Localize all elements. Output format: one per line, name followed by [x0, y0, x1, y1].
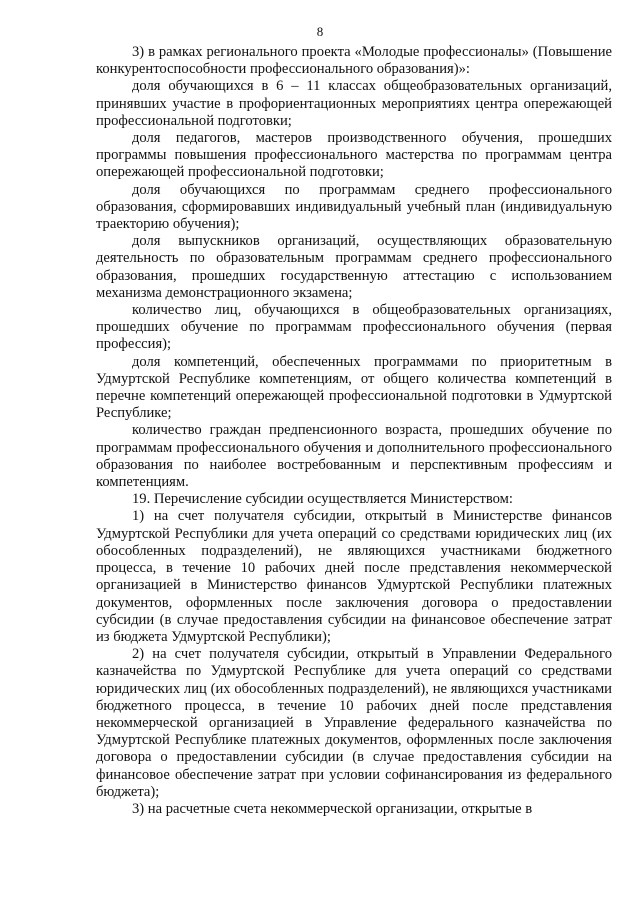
- paragraph: доля педагогов, мастеров производственного обучения, прошедших программы повышения профессионального мастерства по программам центра опережающей профессиональной подготовки;: [96, 130, 612, 181]
- paragraph: доля обучающихся по программам среднего профессионального образования, сформировавших индивидуальный учебный план (индивидуальную траекторию обучения);: [96, 181, 612, 233]
- document-body: [96, 44, 612, 818]
- paragraph: доля обучающихся в 6 – 11 классах общеобразовательных организаций, принявших участие в профориентационных мероприятиях центра опережающей профессиональной подготовки;: [96, 78, 612, 129]
- paragraph: доля выпускников организаций, осуществляющих образовательную деятельность по образовательным программам среднего профессионального образования, прошедших государственную аттестацию с использованием механизма демонстрационного экзамена;: [96, 233, 612, 301]
- paragraph: 3) на расчетные счета некоммерческой организации, открытые в: [132, 800, 533, 817]
- paragraph: количество лиц, обучающихся в общеобразовательных организациях, прошедших обучение по программам профессионального обучения (первая профессия);: [96, 302, 612, 353]
- paragraph: количество граждан предпенсионного возраста, прошедших обучение по программам профессионального обучения и дополнительного профессионального образования по наиболее востребованным и перспективным профессиям и компетенциям.: [96, 422, 612, 491]
- paragraph: 3) в рамках регионального проекта «Молодые профессионалы» (Повышение конкурентоспособности профессионального образования)»:: [96, 44, 612, 78]
- paragraph: 19. Перечисление субсидии осуществляется Министерством:: [132, 491, 513, 508]
- paragraph: 2) на счет получателя субсидии, открытый в Управлении Федерального казначейства по Удмуртской Республике для учета операций со средствами юридических лиц (их обособленных подразделений), не являющихся участниками бюджетного процесса, в течение 10 рабочих дней после представления некоммерческой организацией в Управление федерального казначейства по Удмуртской Республике платежных документов, оформленных после заключения договора о предоставлении субсидии (в случае предоставления субсидии на финансовое обеспечение затрат при условии софинансирования из федерального бюджета);: [96, 646, 612, 800]
- paragraph: 1) на счет получателя субсидии, открытый в Министерстве финансов Удмуртской Республики для учета операций со средствами юридических лиц (их обособленных подразделений), не являющихся участниками бюджетного процесса, в течение 10 рабочих дней после представления некоммерческой организацией в Министерство финансов Удмуртской Республики платежных документов, оформленных после заключения договора о предоставлении субсидии (в случае предоставления субсидии на финансовое обеспечение затрат из бюджета Удмуртской Республики);: [96, 508, 612, 645]
- paragraph: доля компетенций, обеспеченных программами по приоритетным в Удмуртской Республике компетенциям, от общего количества компетенций в перечне компетенций опережающей профессиональной подготовки в Удмуртской Республике;: [96, 353, 612, 422]
- page-number: 8: [316, 24, 324, 39]
